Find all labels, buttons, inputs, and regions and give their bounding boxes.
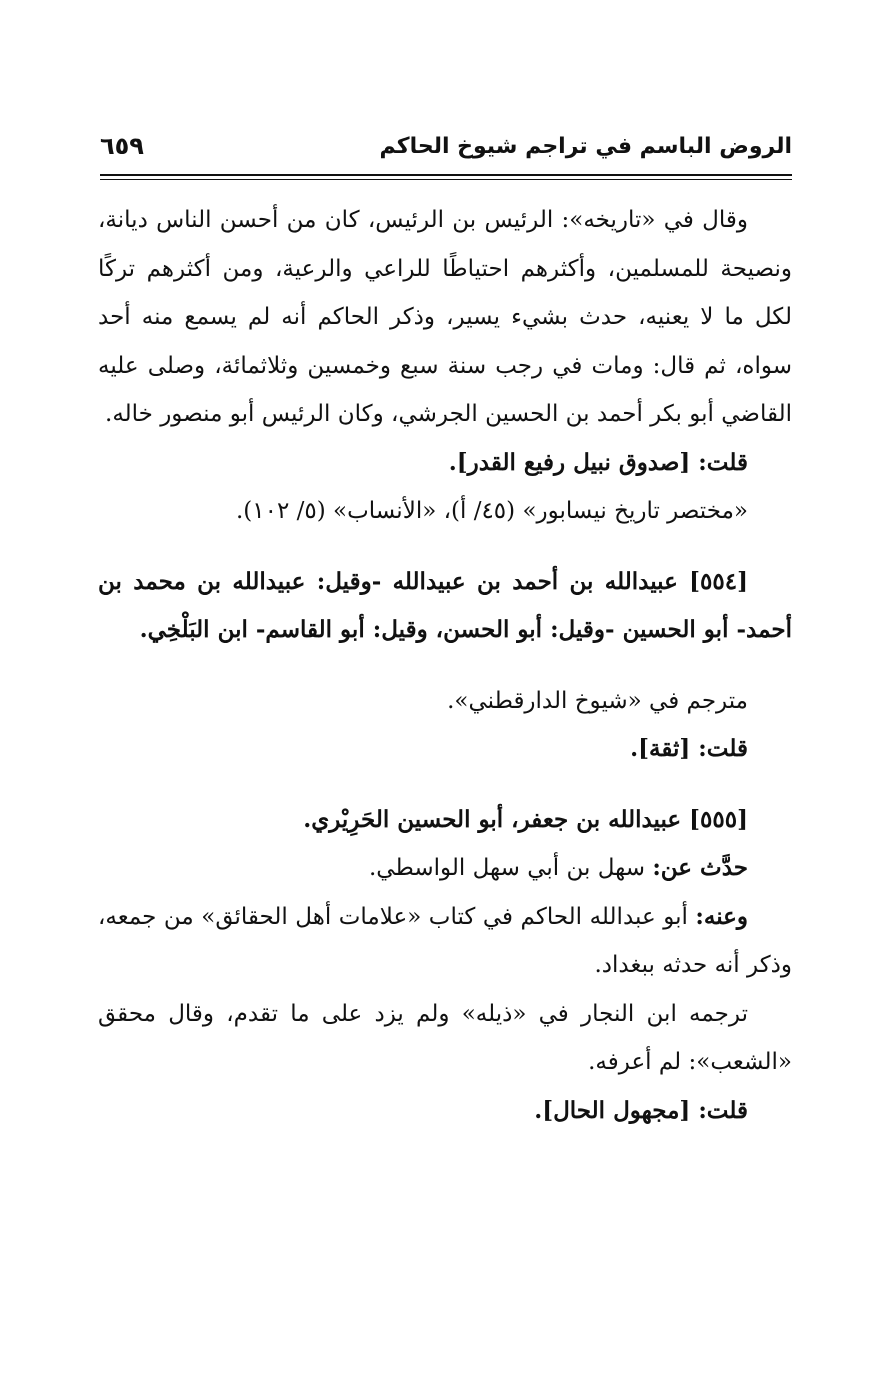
verdict-line: قلت: [صدوق نبيل رفيع القدر]. xyxy=(448,448,748,476)
page-number: ٦٥٩ xyxy=(100,132,144,160)
narrated-from-label: حدَّث عن: xyxy=(652,854,748,881)
page-header xyxy=(100,128,792,172)
narrated-by-label: وعنه: xyxy=(695,902,748,930)
narrated-from-text: سهل بن أبي سهل الواسطي. xyxy=(369,855,653,881)
narrated-by-text: أبو عبدالله الحاكم في كتاب «علامات أهل الحقائق» من جمعه، وذكر أنه حدثه ببغداد. xyxy=(98,903,792,978)
entry-555-biography-note: ترجمه ابن النجار في «ذيله» ولم يزد على ما تقدم، وقال محقق «الشعب»: لم أعرفه. xyxy=(98,1000,792,1075)
entry-554-heading: [٥٥٤] عبيدالله بن أحمد بن عبيدالله -وقيل: عبيدالله بن محمد بن أحمد- أبو الحسين -وقيل: أبو الحسن، وقيل: أبو القاسم- ابن البَلْخِي. xyxy=(98,567,792,643)
page-body xyxy=(98,196,792,1135)
entry-555-narrated-from xyxy=(98,844,792,893)
entry-554-verdict: قلت: [ثقة]. xyxy=(630,735,748,762)
entry-555-narrated-by xyxy=(98,893,792,990)
sources-line: «مختصر تاريخ نيسابور» (٤٥/ أ)، «الأنساب» (٥/ ١٠٢). xyxy=(235,498,748,524)
entry-555-verdict: قلت: [مجهول الحال]. xyxy=(534,1096,748,1124)
entry-554-note: مترجم في «شيوخ الدارقطني». xyxy=(447,687,748,714)
header-rule-thin xyxy=(100,179,792,180)
header-rule-thick xyxy=(100,174,792,176)
entry-555-heading: [٥٥٥] عبيدالله بن جعفر، أبو الحسين الحَرِيْري. xyxy=(303,805,748,833)
running-title: الروض الباسم في تراجم شيوخ الحاكم xyxy=(379,134,792,159)
paragraph-history-quote: وقال في «تاريخه»: الرئيس بن الرئيس، كان من أحسن الناس ديانة، ونصيحة للمسلمين، وأكثرهم احتياطًا للراعي والرعية، ومن أكثرهم تركًا لكل ما لا يعنيه، حدث بشيء يسير، وذكر الحاكم أنه لم يسمع منه أحد سواه، ثم قال: ومات في رجب سنة سبع وخمسين وثلاثمائة، وصلى عليه القاضي أبو بكر أحمد بن الحسين الجرشي، وكان الرئيس أبو منصور خاله. xyxy=(98,207,792,427)
